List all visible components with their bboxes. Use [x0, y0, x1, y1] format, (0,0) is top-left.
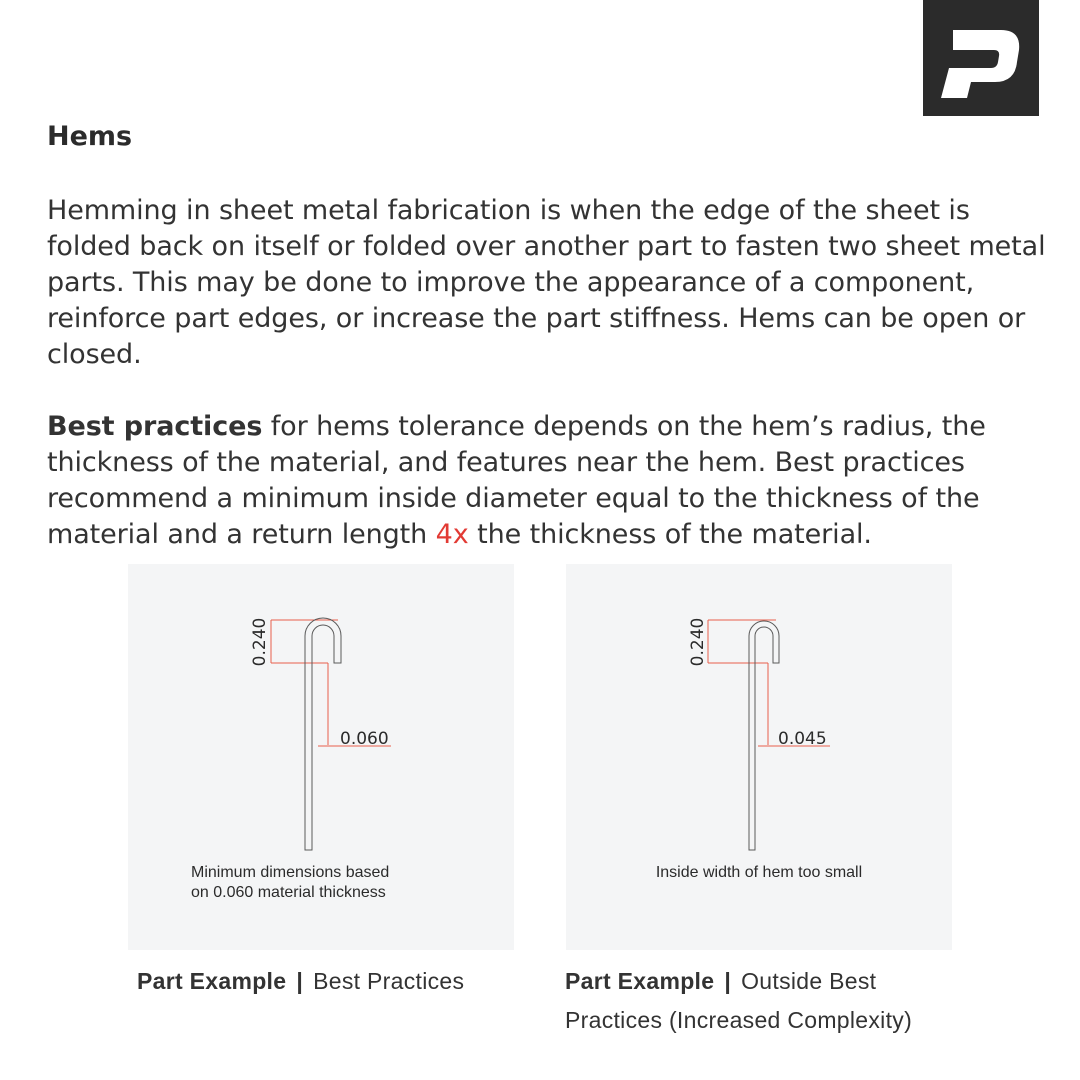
best-practices-lead: Best practices [47, 411, 263, 442]
thickness-dimension: 0.045 [778, 729, 827, 749]
panel-caption: Inside width of hem too small [655, 864, 863, 881]
part-example-description: Outside Best Practices (Increased Complexity) [565, 968, 913, 1033]
intro-paragraph: Hemming in sheet metal fabrication is when the edge of the sheet is folded back on itself or folded over another part to fasten two sheet metal parts. This may be done to improve the appearance of a component, reinforce part edges, or increase the part stiffness. Hems can be open or closed. [47, 195, 1046, 370]
best-practices-paragraph [47, 409, 1057, 553]
caption-line-1: Minimum dimensions based [191, 864, 390, 881]
label-separator: | [296, 968, 304, 994]
example-panel-outside-best-practices [566, 564, 952, 950]
part-example-description: Best Practices [313, 968, 465, 994]
brand-logo [923, 0, 1039, 116]
part-example-heading: Part Example [137, 968, 287, 994]
caption-line-2: on 0.060 material thickness [191, 884, 386, 901]
brand-p-logo-icon [923, 0, 1039, 116]
part-example-label-best-practices [137, 962, 537, 1001]
example-panel-best-practices [128, 564, 514, 950]
best-practices-text-a: for hems tolerance depends on the hem’s radius, the thickness of the material, and features near the hem. Best practices recommend a minimum inside diameter equal to the thickness of the material and a return length [47, 411, 986, 550]
page-title: Hems [47, 121, 133, 152]
dimension-lines [271, 620, 391, 746]
thickness-dimension: 0.060 [340, 729, 389, 749]
return-length-multiplier: 4x [435, 519, 469, 550]
best-practices-text-b: the thickness of the material. [468, 519, 872, 550]
return-length-dimension: 0.240 [688, 617, 708, 667]
label-separator: | [724, 968, 732, 994]
part-example-heading: Part Example [565, 968, 715, 994]
hem-profile [749, 621, 779, 850]
part-example-label-outside-best-practices [565, 962, 965, 1040]
return-length-dimension: 0.240 [250, 617, 270, 667]
dimension-lines [708, 620, 830, 746]
panel-caption [191, 863, 491, 903]
hem-profile [305, 618, 341, 850]
hem-diagram-outside-best-practices [566, 564, 952, 950]
